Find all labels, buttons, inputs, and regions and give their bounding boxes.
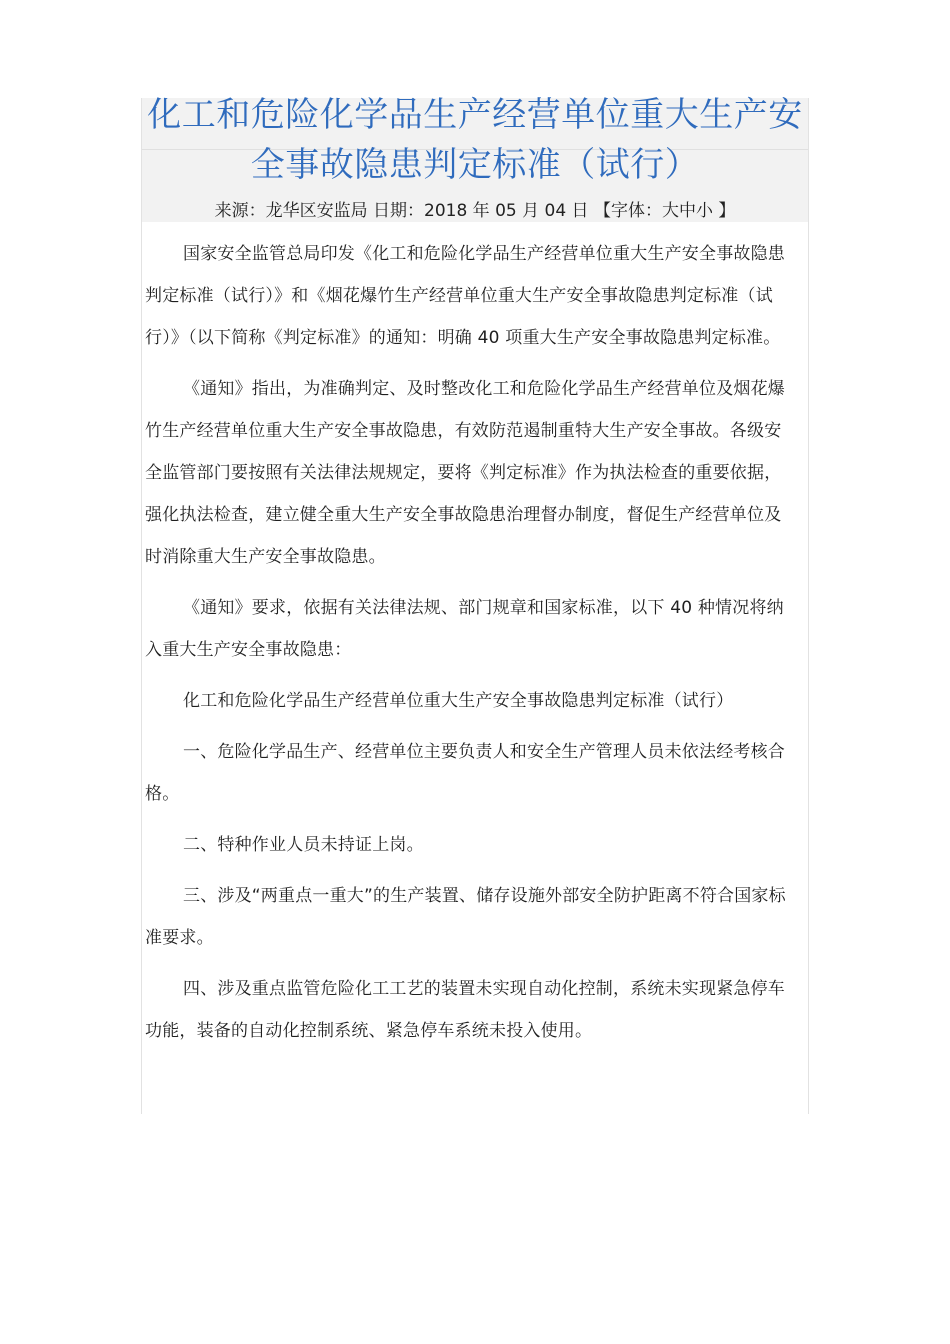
list-item: 三、涉及“两重点一重大”的生产装置、储存设施外部安全防护距离不符合国家标准要求。 [145, 886, 786, 948]
list-item: 四、涉及重点监管危险化工工艺的装置未实现自动化控制，系统未实现紧急停车功能，装备的自动化控制系统、紧急停车系统未投入使用。 [145, 979, 785, 1041]
paragraph: 国家安全监管总局印发《化工和危险化学品生产经营单位重大生产安全事故隐患判定标准（试行）》和《烟花爆竹生产经营单位重大生产安全事故隐患判定标准（试行）》（以下简称《判定标准》的通知：明确 40 项重大生产安全事故隐患判定标准。 [145, 244, 785, 348]
standard-heading: 化工和危险化学品生产经营单位重大生产安全事故隐患判定标准（试行） [183, 691, 734, 711]
font-medium-link[interactable]: 中 [678, 201, 696, 221]
source-value: 龙华区安监局 [265, 201, 368, 221]
paragraph: 《通知》要求，依据有关法律法规、部门规章和国家标准，以下 40 种情况将纳入重大生产安全事故隐患： [145, 598, 784, 660]
page-title: 化工和危险化学品生产经营单位重大生产安全事故隐患判定标准（试行） [147, 95, 803, 185]
source-label: 来源： [214, 201, 266, 221]
font-size-close: 】 [718, 201, 736, 221]
paragraph: 《通知》指出，为准确判定、及时整改化工和危险化学品生产经营单位及烟花爆竹生产经营单位重大生产安全事故隐患，有效防范遏制重特大生产安全事故。各级安全监管部门要按照有关法律法规规定，要将《判定标准》作为执法检查的重要依据，强化执法检查，建立健全重大生产安全事故隐患治理督办制度，督促生产经营单位及时消除重大生产安全事故隐患。 [145, 379, 785, 567]
list-item: 二、特种作业人员未持证上岗。 [183, 835, 424, 855]
article-body [145, 233, 797, 1061]
font-small-link[interactable]: 小 [695, 201, 713, 221]
article-meta [142, 198, 808, 224]
font-large-link[interactable]: 大 [661, 201, 679, 221]
font-size-open: 【字体： [593, 201, 662, 221]
date-value: 2018 年 05 月 04 日 [424, 201, 589, 221]
date-label: 日期： [373, 201, 425, 221]
list-item: 一、危险化学品生产、经营单位主要负责人和安全生产管理人员未依法经考核合格。 [145, 742, 785, 804]
